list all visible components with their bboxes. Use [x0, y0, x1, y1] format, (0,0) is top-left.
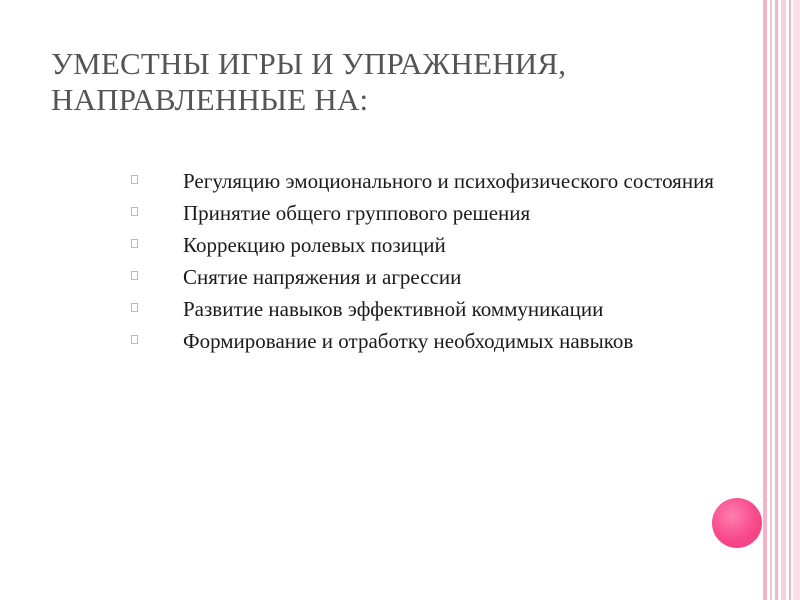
square-bullet-icon — [129, 269, 140, 283]
decorative-stripe — [781, 0, 786, 600]
square-bullet-icon — [129, 333, 140, 347]
list-item — [129, 330, 759, 353]
decorative-stripe — [793, 0, 800, 600]
list-item — [129, 170, 759, 193]
square-bullet-icon — [129, 237, 140, 251]
decorative-stripe — [770, 0, 772, 600]
list-item — [129, 234, 759, 257]
decorative-stripe — [775, 0, 778, 600]
list-item-text: Развитие навыков эффективной коммуникации — [183, 297, 604, 321]
decorative-stripe — [763, 0, 767, 600]
square-bullet-icon — [129, 205, 140, 219]
list-item-text: Формирование и отработку необходимых навыков — [183, 329, 634, 353]
pink-circle-decoration — [712, 498, 762, 548]
decorative-stripe — [789, 0, 791, 600]
bullet-list — [129, 170, 759, 362]
list-item-text: Коррекцию ролевых позиций — [183, 233, 446, 257]
list-item-text: Регуляцию эмоционального и психофизического состояния — [183, 169, 714, 193]
square-bullet-icon — [129, 173, 140, 187]
list-item — [129, 298, 759, 321]
square-bullet-icon — [129, 301, 140, 315]
slide-title-line-1: УМЕСТНЫ ИГРЫ И УПРАЖНЕНИЯ, — [51, 46, 567, 81]
list-item-text: Снятие напряжения и агрессии — [183, 265, 462, 289]
slide-title-line-2: НАПРАВЛЕННЫЕ НА: — [51, 82, 369, 117]
list-item-text: Принятие общего группового решения — [183, 201, 531, 225]
slide-title — [51, 46, 711, 118]
list-item — [129, 266, 759, 289]
list-item — [129, 202, 759, 225]
